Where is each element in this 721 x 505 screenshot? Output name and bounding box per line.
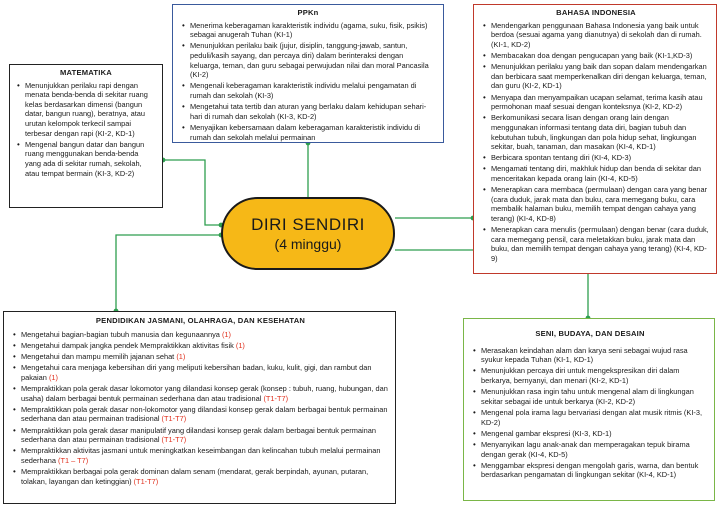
list-item: • Menerapkan cara membaca (permulaan) dengan cara yang benar (cara duduk, jarak mata dan buku, cara memegang buku, cara membalik halaman buku, memilih tempat dengan cahaya yang terang) (KI-4, KD-8)	[491, 185, 710, 223]
list-item: • Membacakan doa dengan pengucapan yang baik (KI-1,KD-3)	[491, 51, 710, 61]
item-text: Mengetahui dampak jangka pendek Mempraktikkan aktivitas fisik	[21, 340, 234, 350]
item-text: Mengetahui dan mampu memilih jajanan sehat	[21, 351, 175, 361]
connector-to-pjok	[116, 235, 221, 311]
pjok-box	[3, 311, 396, 504]
list-item: • Menyajikan kebersamaan dalam keberagaman karakteristik individu di rumah dan sekolah melalui permainan	[190, 123, 435, 142]
matematika-list	[16, 81, 156, 179]
pjok-title: PENDIDIKAN JASMANI, OLAHRAGA, DAN KESEHATAN	[95, 316, 306, 325]
list-item	[21, 384, 389, 403]
list-item	[21, 363, 389, 382]
list-item: • Mendengarkan penggunaan Bahasa Indonesia yang baik untuk berdoa (sesuai agama yang dianutnya) di sekolah dan di rumah. (KI-1, KD-2)	[491, 21, 710, 50]
item-text: Mempraktikkan pola gerak dasar lokomotor yang dilandasi konsep gerak (konsep : tubuh, ruang, hubungan, dan usaha) dalam berbagai bentuk permainan sederhana dan atau tradisional	[21, 383, 388, 403]
list-item: • Menunjukkan perilaku rapi dengan menata benda-benda di sekitar ruang kelas berdasarkan dimensi (bangun datar, bangun ruang), beratnya, atau urutan kelompok terkecil sampai terbesar dengan rapi (KI-2, KD-1)	[25, 81, 156, 139]
item-text: Mempraktikkan pola gerak dasar manipulatif yang dilandasi konsep gerak dalam berbagai bentuk permainan sederhana dan atau permainan tradisional	[21, 425, 376, 445]
sbdp-title: SENI, BUDAYA, DAN DESAIN	[535, 329, 645, 338]
ppkn-list	[181, 21, 435, 143]
bahasa-list	[482, 21, 710, 264]
item-ref: (T1-T7)	[161, 435, 187, 445]
ppkn-box	[172, 4, 444, 143]
list-item: • Mengetahui tata tertib dan aturan yang berlaku dalam kehidupan sehari-hari di rumah dan sekolah (KI-3, KD-2)	[190, 102, 435, 121]
list-item: • Mengamati tentang diri, makhluk hidup dan benda di sekitar dan menceritakan kepada orang lain (KI-4, KD-5)	[491, 164, 710, 183]
list-item	[21, 426, 389, 445]
item-ref: (T1-T7)	[133, 476, 159, 486]
pjok-list	[12, 330, 389, 487]
list-item: • Menunjukkan perilaku baik (jujur, disiplin, tanggung-jawab, santun, peduli/kasih sayang, dan percaya diri) dalam berinteraksi dengan keluarga, teman, dan guru sebagai perwujudan nilai dan moral Pancasila (KI-2)	[190, 41, 435, 79]
list-item: • Menerima keberagaman karakteristik individu (agama, suku, fisik, psikis) sebagai anugerah Tuhan (KI-1)	[190, 21, 435, 40]
list-item: • Mengenal pola irama lagu bervariasi dengan alat musik ritmis (KI-3, KD-2)	[481, 408, 708, 427]
bahasa-title: BAHASA INDONESIA	[556, 8, 636, 17]
item-ref: (T1 – T7)	[58, 455, 89, 465]
list-item: • Menunjukkan perilaku yang baik dan sopan dalam mendengarkan dan berbicara saat memperkenalkan diri dengan keluarga, teman, dan guru (KI-2, KD-1)	[491, 62, 710, 91]
item-ref: (1)	[235, 340, 245, 350]
center-subtitle: (4 minggu)	[274, 236, 342, 252]
item-ref: (1)	[48, 372, 58, 382]
item-text: Mengetahui cara menjaga kebersihan diri yang meliputi kebersihan badan, kuku, kulit, gigi, dan rambut dan pakaian	[21, 363, 372, 382]
list-item	[21, 330, 389, 340]
list-item: • Menyapa dan menyampaikan ucapan selamat, terima kasih atau permohonan maaf sesuai dengan konteksnya (KI-2, KD-2)	[491, 93, 710, 112]
item-text: Mempraktikkan pola gerak dasar non-lokomotor yang dilandasi konsep gerak dalam berbagai bentuk permainan sederhana dan atau permainan tradisional	[21, 404, 388, 424]
ppkn-title: PPKn	[297, 8, 319, 17]
list-item: • Menyanyikan lagu anak-anak dan memperagakan tepuk birama dengan gerak (KI-4, KD-5)	[481, 440, 708, 459]
list-item: • Mengenal gambar ekspresi (KI-3, KD-1)	[481, 429, 708, 439]
item-ref: (1)	[176, 351, 186, 361]
list-item: • Menggambar ekspresi dengan mengolah garis, warna, dan bentuk berdasarkan pengamatan di lingkungan sekitar (KI-4, KD-1)	[481, 461, 708, 480]
item-ref: (T1-T7)	[161, 414, 187, 424]
item-text: Mempraktikkan berbagai pola gerak dominan dalam senam (mendarat, gerak berpindah, ayunan, putaran, tolakan, layangan dan ketinggian)	[21, 467, 369, 486]
item-text: Mengetahui bagian-bagian tubuh manusia dan kegunaannya	[21, 329, 220, 339]
list-item: • Menunjukkan rasa ingin tahu untuk mengenal alam di lingkungan sekitar sebagai ide untuk berkarya (KI-2, KD-2)	[481, 387, 708, 406]
list-item: • Mengenali keberagaman karakteristik individu melalui pengamatan di rumah dan sekolah (KI-3)	[190, 81, 435, 100]
bahasa-indonesia-box	[473, 4, 717, 274]
item-text: Mempraktikkan aktivitas jasmani untuk meningkatkan keseimbangan dan kelincahan tubuh melalui permainan sederhana	[21, 446, 381, 465]
list-item	[21, 446, 389, 465]
matematika-box	[9, 64, 163, 208]
list-item: • Menerapkan cara menulis (permulaan) dengan benar (cara duduk, cara memegang pensil, cara meletakkan buku, jarak mata dan buku, dan memilih tempat dengan cahaya yang terang) (KI-4, KD-9)	[491, 225, 710, 263]
list-item: • Berkomunikasi secara lisan dengan orang lain dengan menggunakan informasi tentang data diri, bagian tubuh dan kebutuhan tubuh, lingkungan dan pola hidup sehat, lingkungan sekitar, buah, tanaman, dan masakan (KI-4, KD-1)	[491, 113, 710, 151]
sbdp-box	[463, 318, 715, 501]
list-item	[21, 341, 389, 351]
list-item	[21, 405, 389, 424]
item-ref: (T1-T7)	[263, 393, 289, 403]
list-item	[21, 352, 389, 362]
sbdp-list	[472, 346, 708, 480]
list-item: • Menunjukkan percaya diri untuk mengekspresikan diri dalam berkarya, bernyanyi, dan menari (KI-2, KD-1)	[481, 366, 708, 385]
connector-to-matematika	[163, 160, 221, 225]
list-item	[21, 467, 389, 486]
matematika-title: MATEMATIKA	[60, 68, 112, 77]
list-item: • Merasakan keindahan alam dan karya seni sebagai wujud rasa syukur kepada Tuhan (KI-1, KD-1)	[481, 346, 708, 365]
item-ref: (1)	[221, 329, 231, 339]
list-item: • Berbicara spontan tentang diri (KI-4, KD-3)	[491, 153, 710, 163]
list-item: • Mengenal bangun datar dan bangun ruang menggunakan benda-benda yang ada di sekitar rumah, sekolah, atau tempat bermain (KI-3, KD-2)	[25, 140, 156, 178]
center-title: DIRI SENDIRI	[251, 215, 365, 234]
center-topic	[221, 197, 395, 270]
